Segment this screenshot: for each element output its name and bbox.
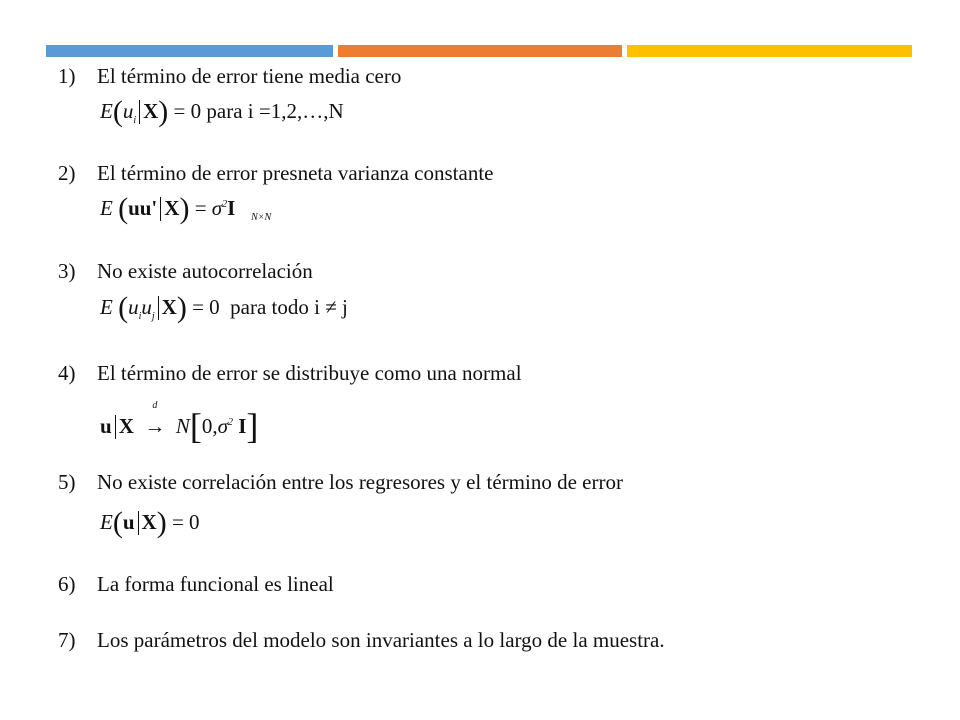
error-term-i: u [128, 295, 139, 319]
top-bar-blue [46, 45, 333, 57]
value-zero: 0 [209, 295, 220, 319]
item-text: Los parámetros del modelo son invariantes a lo largo de la muestra. [97, 628, 665, 652]
normal-symbol: N [175, 414, 190, 438]
expectation-symbol: E [100, 99, 113, 123]
distribution-label: d [152, 400, 158, 411]
value-zero: 0 [189, 510, 200, 534]
regressor-matrix: X [164, 196, 180, 220]
sigma-symbol: σ [217, 414, 228, 438]
item-number: 6) [58, 572, 76, 596]
regressor-matrix: X [143, 99, 159, 123]
identity-matrix: I [227, 196, 236, 220]
assumption-6 [58, 572, 334, 597]
formula-constant-variance: E (uu' $X) = \sigma^2I$ $_{N\times N}$ [100, 192, 272, 225]
assumption-1 [58, 64, 401, 89]
assumption-3 [58, 259, 313, 284]
assumption-5 [58, 470, 623, 495]
item-number: 7) [58, 628, 76, 652]
error-outer-product: uu' [128, 196, 158, 220]
equals-sign: = [194, 196, 207, 220]
formula-no-autocorrelation: E ($u_iu_j$ X) = 0 para todo i ≠ j [100, 291, 348, 324]
assumption-4 [58, 361, 522, 386]
regressor-matrix: X [161, 295, 177, 319]
regressor-matrix: X [141, 510, 157, 534]
index-j: j [151, 311, 155, 323]
index-i: i [133, 115, 137, 127]
formula-condition: para todo i ≠ j [230, 295, 348, 319]
converges-arrow-icon: → [144, 414, 166, 438]
item-text: No existe autocorrelación [97, 259, 313, 283]
exponent: 2 [227, 417, 233, 428]
mean-zero: 0, [201, 414, 218, 438]
expectation-symbol: E [100, 510, 113, 534]
error-term: u [122, 99, 134, 123]
error-term-j: u [141, 295, 152, 319]
top-bar-orange [338, 45, 622, 57]
item-number: 3) [58, 259, 76, 283]
item-number: 4) [58, 361, 76, 385]
item-text: El término de error se distribuye como una normal [97, 361, 522, 385]
assumption-2 [58, 161, 493, 186]
item-number: 2) [58, 161, 76, 185]
item-text: La forma funcional es lineal [97, 572, 334, 596]
expectation-symbol: E [100, 196, 113, 220]
formula-condition: para i =1,2,…,N [206, 99, 344, 123]
item-text: El término de error tiene media cero [97, 64, 402, 88]
sigma-symbol: σ [211, 196, 223, 220]
value-zero: 0 [190, 99, 202, 123]
item-text: El término de error presneta varianza constante [97, 161, 494, 185]
formula-exogeneity: E(u X) = 0 [100, 506, 200, 539]
error-vector: u [100, 414, 112, 438]
equals-sign: = [173, 99, 186, 123]
equals-sign: = [171, 510, 184, 534]
item-number: 5) [58, 470, 76, 494]
index-i: i [138, 311, 142, 323]
exponent: 2 [222, 199, 228, 210]
regressor-matrix: X [118, 414, 134, 438]
matrix-dimension: N×N [251, 212, 272, 224]
equals-sign: = [192, 295, 204, 319]
error-vector: u [122, 510, 135, 534]
formula-normal-distribution: u X d → $N[0,\sigma^2$ I] [100, 400, 259, 446]
top-bar-yellow [627, 45, 912, 57]
assumption-7 [58, 628, 665, 653]
formula-zero-mean: $E(u_i$ X) = 0 para i =1,2,…,N [100, 95, 344, 128]
identity-matrix: I [238, 414, 247, 438]
expectation-symbol: E [100, 295, 113, 319]
item-number: 1) [58, 64, 76, 88]
item-text: No existe correlación entre los regresores y el término de error [97, 470, 623, 494]
